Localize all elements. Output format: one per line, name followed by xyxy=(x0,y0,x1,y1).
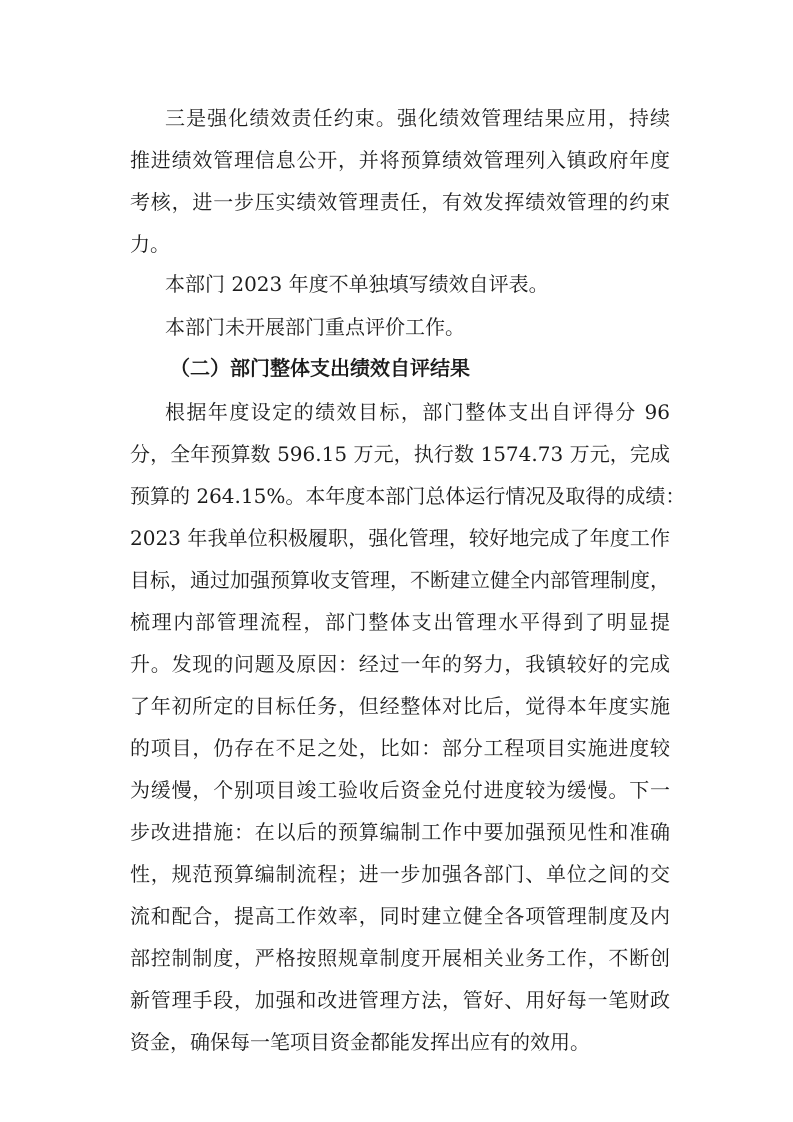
paragraph-2: 本部门 2023 年度不单独填写绩效自评表。 xyxy=(165,272,549,296)
paragraph-4-line-11: 步改进措施：在以后的预算编制工作中要加强预见性和准确 xyxy=(130,820,670,844)
paragraph-4-line-3: 预算的 264.15%。本年度本部门总体运行情况及取得的成绩： xyxy=(130,484,686,508)
paragraph-4-line-6: 梳理内部管理流程，部门整体支出管理水平得到了明显提 xyxy=(130,610,670,634)
paragraph-1-line-2: 推进绩效管理信息公开，并将预算绩效管理列入镇政府年度 xyxy=(130,148,670,172)
paragraph-4-line-9: 的项目，仍存在不足之处，比如：部分工程项目实施进度较 xyxy=(130,736,670,760)
paragraph-4-line-2: 分，全年预算数 596.15 万元，执行数 1574.73 万元，完成 xyxy=(130,442,670,466)
paragraph-4-line-5: 目标，通过加强预算收支管理，不断建立健全内部管理制度， xyxy=(130,568,670,592)
paragraph-4-line-7: 升。发现的问题及原因：经过一年的努力，我镇较好的完成 xyxy=(130,652,670,676)
paragraph-4-line-4: 2023 年我单位积极履职，强化管理，较好地完成了年度工作 xyxy=(130,526,670,550)
paragraph-3: 本部门未开展部门重点评价工作。 xyxy=(165,315,465,339)
paragraph-4-line-13: 流和配合，提高工作效率，同时建立健全各项管理制度及内 xyxy=(130,904,670,928)
paragraph-4-line-8: 了年初所定的目标任务，但经整体对比后，觉得本年度实施 xyxy=(130,694,670,718)
section-heading: （二）部门整体支出绩效自评结果 xyxy=(170,356,470,380)
paragraph-4-line-16: 资金，确保每一笔项目资金都能发挥出应有的效用。 xyxy=(130,1030,590,1054)
paragraph-1-line-1: 三是强化绩效责任约束。强化绩效管理结果应用，持续 xyxy=(165,106,670,130)
paragraph-4-line-15: 新管理手段，加强和改进管理方法，管好、用好每一笔财政 xyxy=(130,988,670,1012)
paragraph-1-line-4: 力。 xyxy=(130,232,170,256)
paragraph-4-line-14: 部控制制度，严格按照规章制度开展相关业务工作，不断创 xyxy=(130,946,670,970)
paragraph-4-line-12: 性，规范预算编制流程；进一步加强各部门、单位之间的交 xyxy=(130,862,670,886)
paragraph-4-line-10: 为缓慢，个别项目竣工验收后资金兑付进度较为缓慢。下一 xyxy=(130,778,670,802)
paragraph-4-line-1: 根据年度设定的绩效目标，部门整体支出自评得分 96 xyxy=(165,400,670,424)
paragraph-1-line-3: 考核，进一步压实绩效管理责任，有效发挥绩效管理的约束 xyxy=(130,190,670,214)
